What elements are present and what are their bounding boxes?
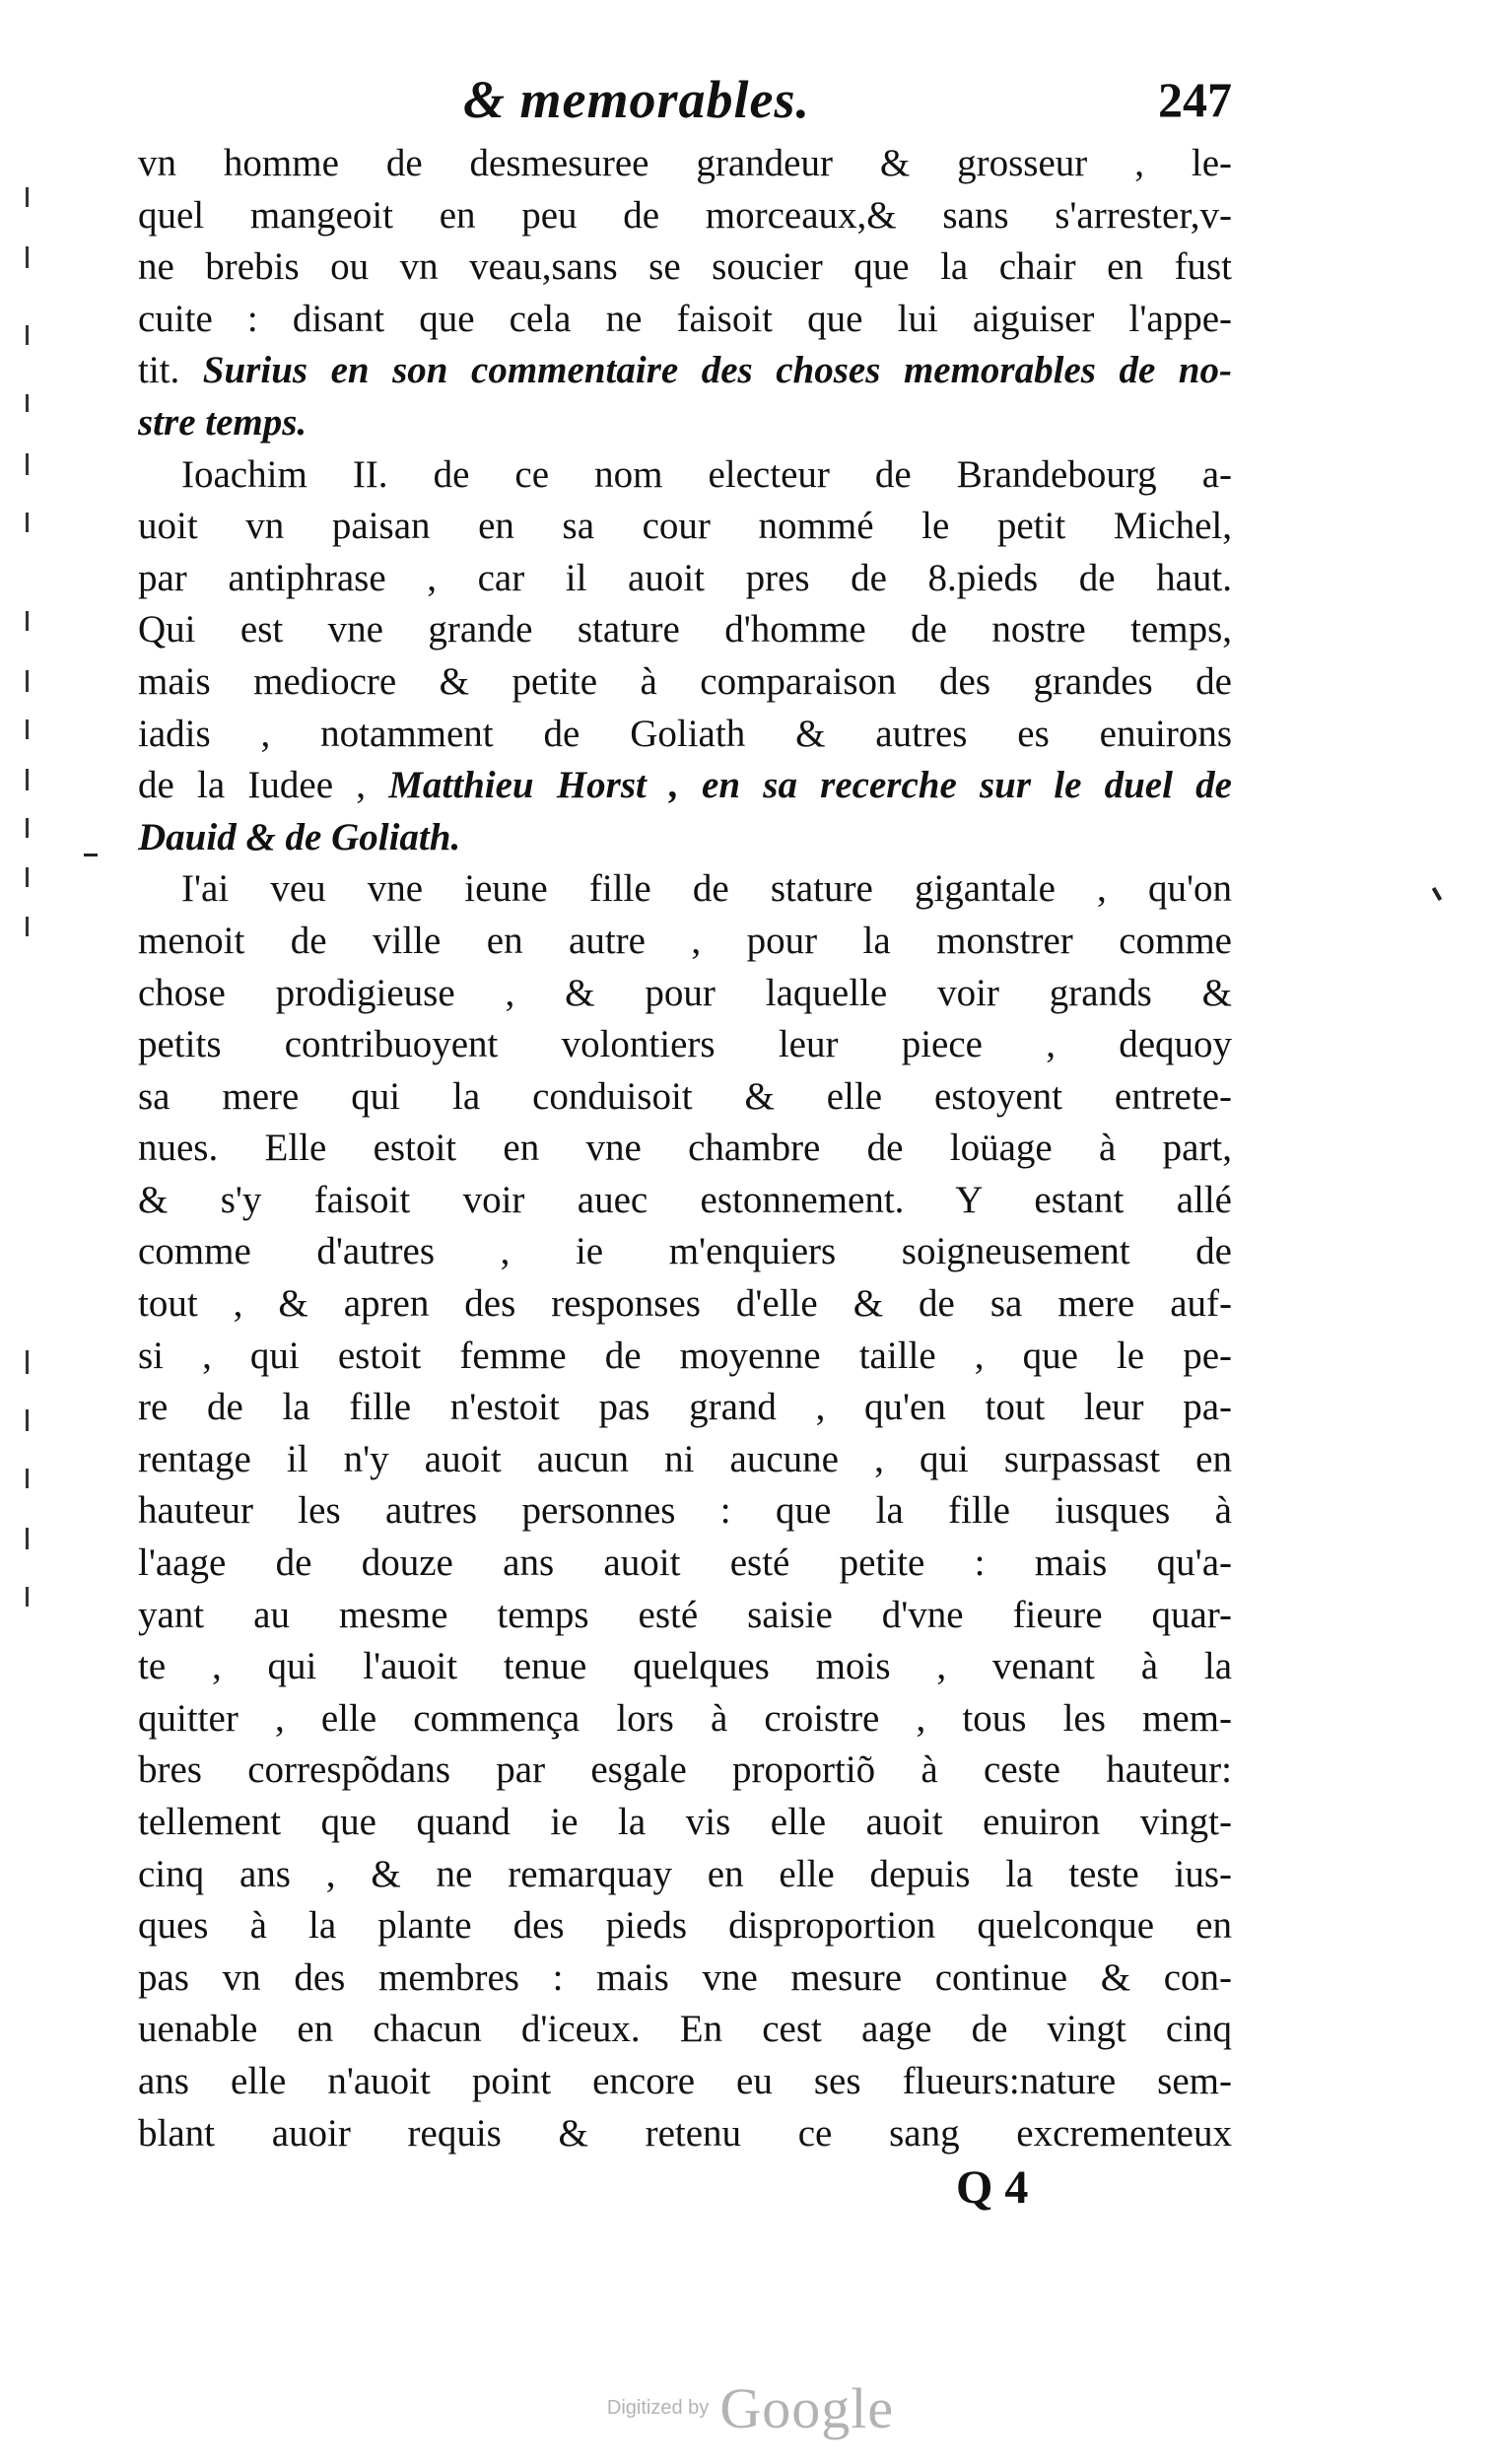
text-line xyxy=(138,397,1232,449)
text-line: menoit de ville en autre , pour la monstrer comme xyxy=(138,919,1232,962)
text-line: ques à la plante des pieds disproportion quelconque en xyxy=(138,1904,1232,1948)
text-line: l'aage de douze ans auoit esté petite : mais qu'a- xyxy=(138,1541,1232,1585)
text-line: sa mere qui la conduisoit & elle estoyent entrete- xyxy=(138,1074,1232,1118)
text-line: pas vn des membres : mais vne mesure continue & con- xyxy=(138,1955,1232,1999)
citation-italic: stre temps. xyxy=(138,400,307,444)
text-line: rentage il n'y auoit aucun ni aucune , qui surpassast en xyxy=(138,1437,1232,1480)
digitized-by-google-watermark xyxy=(0,2375,1501,2440)
stray-ink-mark xyxy=(1432,887,1442,901)
text-line: par antiphrase , car il auoit pres de 8.pieds de haut. xyxy=(138,556,1232,599)
text-line: cinq ans , & ne remarquay en elle depuis la teste ius- xyxy=(138,1852,1232,1895)
text-line: petits contribuoyent volontiers leur piece , dequoy xyxy=(138,1023,1232,1066)
text-line: Ioachim II. de ce nom electeur de Brandebourg a- xyxy=(181,452,1232,496)
text-line: uenable en chacun d'iceux. En cest aage de vingt cinq xyxy=(138,2008,1232,2051)
text-line: re de la fille n'estoit pas grand , qu'en tout leur pa- xyxy=(138,1386,1232,1429)
text-line: quitter , elle commença lors à croistre , tous les mem- xyxy=(138,1696,1232,1740)
text-line-roman: de la Iudee , xyxy=(138,764,389,807)
text-line: & s'y faisoit voir auec estonnement. Y estant allé xyxy=(138,1178,1232,1221)
text-line: te , qui l'auoit tenue quelques mois , venant à la xyxy=(138,1645,1232,1688)
text-line: Qui est vne grande stature d'homme de nostre temps, xyxy=(138,608,1232,651)
text-line: iadis , notamment de Goliath & autres es enuirons xyxy=(138,712,1232,755)
text-line: si , qui estoit femme de moyenne taille , que le pe- xyxy=(138,1334,1232,1377)
text-line: ans elle n'auoit point encore eu ses flueurs:nature sem- xyxy=(138,2059,1232,2102)
text-line: I'ai veu vne ieune fille de stature gigantale , qu'on xyxy=(181,867,1232,911)
text-line-roman: tit. xyxy=(138,349,203,392)
text-line: bres correspõdans par esgale proportiõ à ceste hauteur: xyxy=(138,1748,1232,1792)
text-line: ne brebis ou vn veau,sans se soucier que la chair en fust xyxy=(138,245,1232,289)
text-line: mais mediocre & petite à comparaison des grandes de xyxy=(138,659,1232,703)
page-number: 247 xyxy=(1158,72,1232,127)
text-line: uoit vn paisan en sa cour nommé le petit Michel, xyxy=(138,505,1232,548)
text-line: tout , & apren des responses d'elle & de sa mere auf- xyxy=(138,1282,1232,1326)
text-line xyxy=(138,345,1232,397)
text-line: cuite : disant que cela ne faisoit que lui aiguiser l'appe- xyxy=(138,297,1232,340)
citation-italic: Matthieu Horst , en sa recerche sur le duel de xyxy=(388,764,1232,807)
text-line: yant au mesme temps esté saisie d'vne fieure quar- xyxy=(138,1593,1232,1636)
text-line xyxy=(138,812,1232,864)
margin-bleed-marks xyxy=(18,187,41,1616)
citation-italic: Dauid & de Goliath. xyxy=(138,815,461,858)
text-line: blant auoir requis & retenu ce sang excrementeux xyxy=(138,2111,1232,2155)
body-text xyxy=(138,138,1232,2159)
google-logo: Google xyxy=(719,2376,895,2440)
signature-mark: Q 4 xyxy=(956,2161,1029,2214)
digitized-label: Digitized by xyxy=(606,2397,710,2419)
running-title: & memorables. xyxy=(463,70,810,129)
text-line: nues. Elle estoit en vne chambre de loüage à part, xyxy=(138,1127,1232,1170)
text-line: tellement que quand ie la vis elle auoit enuiron vingt- xyxy=(138,1801,1232,1843)
text-line: chose prodigieuse , & pour laquelle voir grands & xyxy=(138,971,1232,1014)
citation-italic: Surius en son commentaire des choses memorables de no- xyxy=(202,349,1232,392)
text-line xyxy=(138,760,1232,812)
text-line: comme d'autres , ie m'enquiers soigneusement de xyxy=(138,1230,1232,1273)
text-line: vn homme de desmesuree grandeur & grosseur , le- xyxy=(138,142,1232,184)
page-header xyxy=(138,65,1232,134)
text-line: hauteur les autres personnes : que la fille iusques à xyxy=(138,1489,1232,1533)
text-line: quel mangeoit en peu de morceaux,& sans s'arrester,v- xyxy=(138,193,1232,237)
stray-ink-mark xyxy=(84,854,98,856)
